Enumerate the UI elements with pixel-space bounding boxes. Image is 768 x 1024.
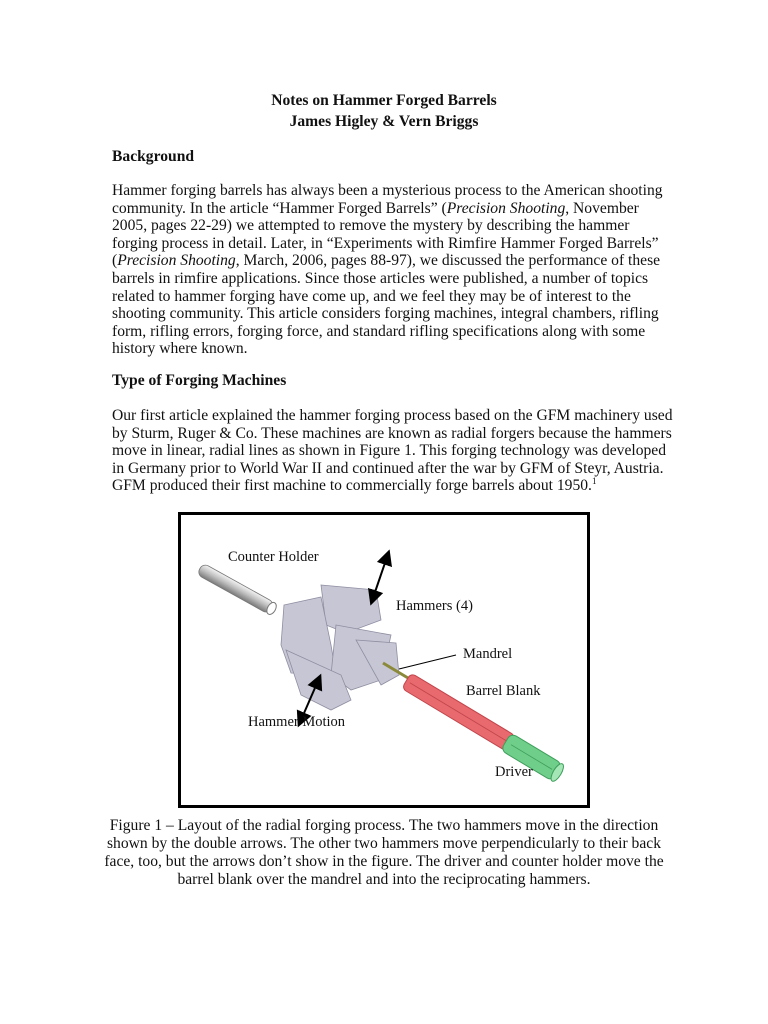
paragraph-line xyxy=(112,460,663,478)
label-mandrel: Mandrel xyxy=(463,646,513,662)
footnote-ref: 1 xyxy=(591,476,597,487)
section-heading-background: Background xyxy=(112,148,195,165)
text-run: Our first article explained the hammer forging process based on the GFM machinery used xyxy=(112,407,673,424)
text-run: GFM produced their first machine to commercially forge barrels about 1950. xyxy=(112,477,592,495)
document-title: Notes on Hammer Forged Barrels xyxy=(271,92,497,109)
label-counter-holder: Counter Holder xyxy=(228,549,319,565)
section-heading-forging-machines: Type of Forging Machines xyxy=(112,372,287,389)
paragraph-line xyxy=(112,442,666,460)
label-driver: Driver xyxy=(495,764,533,780)
paragraph-line xyxy=(112,270,648,288)
paragraph-line xyxy=(112,182,663,200)
label-hammer-motion: Hammer Motion xyxy=(248,714,346,730)
text-run: barrels in rimfire applications. Since those articles were published, a number of topics xyxy=(112,270,649,287)
text-run: shooting community. This article considers forging machines, integral chambers, rifling xyxy=(112,305,659,323)
figure-caption-line: face, too, but the arrows don’t show in the figure. The driver and counter holder move the xyxy=(104,853,664,870)
text-run: by Sturm, Ruger & Co. These machines are known as radial forgers because the hammers xyxy=(112,424,672,442)
text-run: related to hammer forging have come up, and we feel they may be of interest to the xyxy=(112,287,631,305)
text-run: Hammer forging barrels has always been a mysterious process to the American shooting xyxy=(112,182,663,199)
label-barrel-blank: Barrel Blank xyxy=(466,683,541,699)
mandrel-leader xyxy=(399,655,456,669)
paragraph-line xyxy=(112,425,672,443)
text-run: form, rifling errors, forging force, and standard rifling specifications along with some xyxy=(112,322,646,340)
text-run: forging process in detail. Later, in “Experiments with Rimfire Hammer Forged Barrels” xyxy=(112,234,659,252)
counter-holder-tube xyxy=(197,563,279,616)
text-run: 2005, pages 22-29) we attempted to remove the mystery by describing the hammer xyxy=(112,217,630,235)
journal-title: Precision Shooting xyxy=(446,199,566,217)
paragraph-line xyxy=(112,305,659,323)
hammers-cluster xyxy=(281,585,399,710)
paragraph-line xyxy=(112,217,629,235)
paragraph-line xyxy=(112,323,645,341)
text-run: , November xyxy=(565,199,639,217)
hammer-arrow-upper xyxy=(373,557,387,598)
journal-title: Precision Shooting xyxy=(117,252,236,270)
figure-caption-line: Figure 1 – Layout of the radial forging process. The two hammers move in the direction xyxy=(109,817,659,834)
label-hammers: Hammers (4) xyxy=(396,598,473,614)
paragraph-line xyxy=(112,340,248,358)
figure-caption-line: barrel blank over the mandrel and into the reciprocating hammers. xyxy=(177,871,591,888)
paragraph-line xyxy=(112,200,639,218)
paragraph-line xyxy=(112,235,659,253)
figure-1 xyxy=(178,512,590,808)
document-authors: James Higley & Vern Briggs xyxy=(289,113,479,130)
paragraph-line xyxy=(112,477,596,495)
paragraph-line xyxy=(112,288,631,306)
figure-caption-line: shown by the double arrows. The other two hammers move perpendicularly to their back xyxy=(106,835,661,852)
paragraph-line xyxy=(112,407,673,425)
text-run: ( xyxy=(112,252,118,270)
text-run: community. In the article “Hammer Forged Barrels” ( xyxy=(112,199,447,217)
paragraph-line xyxy=(112,252,660,270)
text-run: in Germany prior to World War II and continued after the war by GFM of Steyr, Austria. xyxy=(112,459,664,477)
text-run: move in linear, radial lines as shown in Figure 1. This forging technology was developed xyxy=(112,442,667,460)
text-run: , March, 2006, pages 88-97), we discussed the performance of these xyxy=(235,252,661,270)
text-run: history where known. xyxy=(112,340,248,358)
